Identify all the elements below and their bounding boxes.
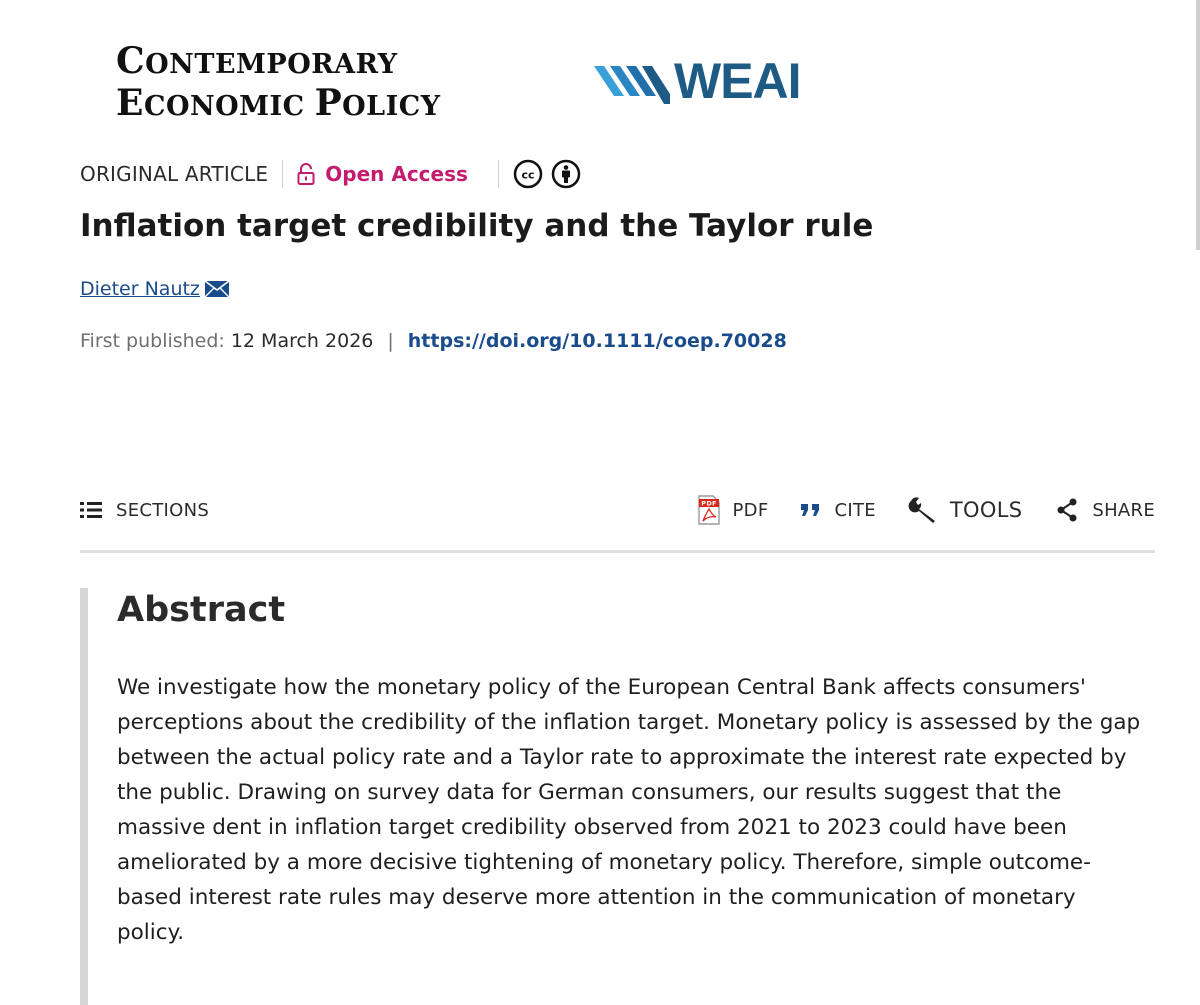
abstract-heading: Abstract [117,590,286,630]
pdf-button[interactable] [697,495,769,525]
share-label: SHARE [1092,499,1155,521]
license-icons[interactable] [513,159,581,189]
abstract-section [80,588,1155,1005]
cite-label: CITE [834,499,876,521]
mail-icon[interactable] [204,279,230,299]
pdf-label: PDF [732,499,769,521]
doi-link[interactable]: https://doi.org/10.1111/coep.70028 [407,330,787,352]
article-type: ORIGINAL ARTICLE [80,162,269,186]
scrollbar[interactable] [1196,0,1200,250]
share-button[interactable] [1054,497,1155,523]
open-lock-icon [297,163,315,185]
sections-button[interactable] [80,500,209,521]
journal-logo[interactable] [116,42,441,126]
attribution-icon [551,159,581,189]
abstract-side-rule [80,588,88,1005]
journal-name-line2: ECONOMIC POLICY [116,82,441,124]
pdf-file-icon [697,495,721,525]
toolbar-divider [80,550,1155,553]
tools-button[interactable] [908,495,1022,525]
sections-label: SECTIONS [116,499,210,521]
publisher-stripes-icon [594,58,670,104]
cite-button[interactable] [800,500,875,521]
svg-text:cc: cc [521,168,535,182]
publication-info [80,330,787,352]
quote-icon [800,502,822,518]
svg-text:PDF: PDF [700,499,717,508]
article-meta-row [80,158,581,190]
publisher-logo-text: WEAI [674,53,801,109]
tools-label: TOOLS [949,498,1023,522]
list-icon [80,501,104,519]
share-icon [1054,497,1080,523]
article-toolbar [80,488,1155,532]
article-title: Inflation target credibility and the Taylor rule [80,208,874,244]
author-row [80,278,230,300]
journal-name-line1: CONTEMPORARY [116,40,398,82]
published-label: First published: [80,330,225,352]
author-link[interactable]: Dieter Nautz [80,278,200,300]
published-date: 12 March 2026 [230,330,374,352]
meta-divider [282,160,283,188]
open-access-label[interactable]: Open Access [325,162,468,186]
abstract-text: We investigate how the monetary policy of the European Central Bank affects consumers' perceptions about the credibility of the inflation target. Monetary policy is assessed by the gap between the actual policy rate and a Taylor rate to approximate the interest rate expected by the public. Drawing on survey data for German consumers, our results suggest that the massive dent in inflation target credibility observed from 2021 to 2023 could have been ameliorated by a more decisive tightening of monetary policy. Therefore, simple outcome-based interest rate rules may deserve more attention in the communication of monetary policy. [117,675,1141,945]
meta-divider [498,160,499,188]
published-separator: | [387,330,394,352]
wrench-icon [908,495,938,525]
publisher-logo[interactable] [594,53,801,109]
cc-icon [513,159,543,189]
